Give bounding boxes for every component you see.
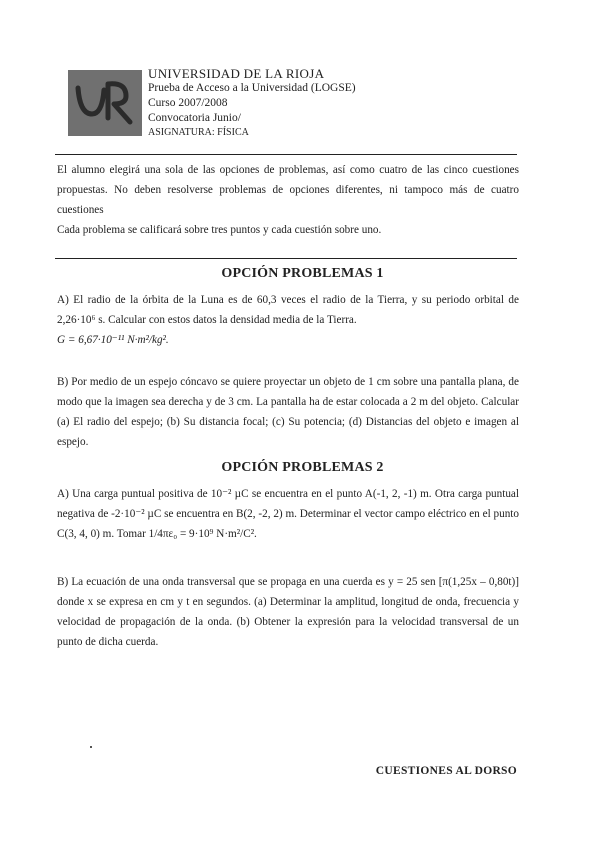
university-logo xyxy=(68,70,142,136)
instructions xyxy=(57,160,519,240)
option1-problem-a xyxy=(57,290,519,350)
option2-problem-b xyxy=(57,572,519,652)
option1-problem-b xyxy=(57,372,519,452)
option1-title: OPCIÓN PROBLEMAS 1 xyxy=(221,266,384,281)
exam-header xyxy=(148,66,356,140)
subject: ASIGNATURA: FÍSICA xyxy=(148,127,249,138)
option2-title: OPCIÓN PROBLEMAS 2 xyxy=(221,460,384,475)
footer-note: CUESTIONES AL DORSO xyxy=(375,765,517,777)
instructions-divider xyxy=(55,258,517,259)
option2-problem-a xyxy=(57,484,519,544)
scan-speck xyxy=(90,746,92,748)
gravitational-constant: G = 6,67·10⁻¹¹ N·m²/kg². xyxy=(57,334,169,346)
option1-problem-b-text: B) Por medio de un espejo cóncavo se quiere proyectar un objeto de 1 cm sobre una pantalla plana, de modo que la imagen sea derecha y de 3 cm. La pantalla ha de estar colocada a 2 m del objeto. Calcular (a) El radio del espejo; (b) Su distancia focal; (c) Su potencia; (d) Distancias del objeto e imagen al espejo. xyxy=(57,376,519,448)
exam-call: Convocatoria Junio/ xyxy=(148,112,241,124)
option2-problem-b-text: B) La ecuación de una onda transversal que se propaga en una cuerda es y = 25 sen [π(1,25x – 0,80t)] donde x se expresa en cm y t en segundos. (a) Determinar la amplitud, longitud de onda, frecuencia y velocidad de propagación de la onda. (b) Obtener la expresión para la velocidad transversal de un punto de dicha cuerda. xyxy=(57,576,519,648)
header-divider xyxy=(55,154,517,155)
instructions-text: El alumno elegirá una sola de las opciones de problemas, así como cuatro de las cinco cuestiones propuestas. No deben resolverse problemas de opciones diferentes, ni tampoco más de cuatro cuestiones xyxy=(57,164,519,216)
exam-name: Prueba de Acceso a la Universidad (LOGSE) xyxy=(148,82,356,94)
university-logo-icon xyxy=(68,70,142,136)
course-year: Curso 2007/2008 xyxy=(148,97,228,109)
option1-problem-a-text: A) El radio de la órbita de la Luna es de 60,3 veces el radio de la Tierra, y su periodo orbital de 2,26·10⁶ s. Calcular con estos datos la densidad media de la Tierra. xyxy=(57,294,519,326)
university-name: UNIVERSIDAD DE LA RIOJA xyxy=(148,66,325,81)
grading-text: Cada problema se calificará sobre tres puntos y cada cuestión sobre uno. xyxy=(57,224,382,236)
option2-problem-a-text: A) Una carga puntual positiva de 10⁻² µC se encuentra en el punto A(-1, 2, -1) m. Otra carga puntual negativa de -2·10⁻² µC se encuentra en B(2, -2, 2) m. Determinar el vector campo eléctrico en el punto C(3, 4, 0) m. Tomar 1/4πε₀ = 9·10⁹ N·m²/C². xyxy=(57,488,519,540)
